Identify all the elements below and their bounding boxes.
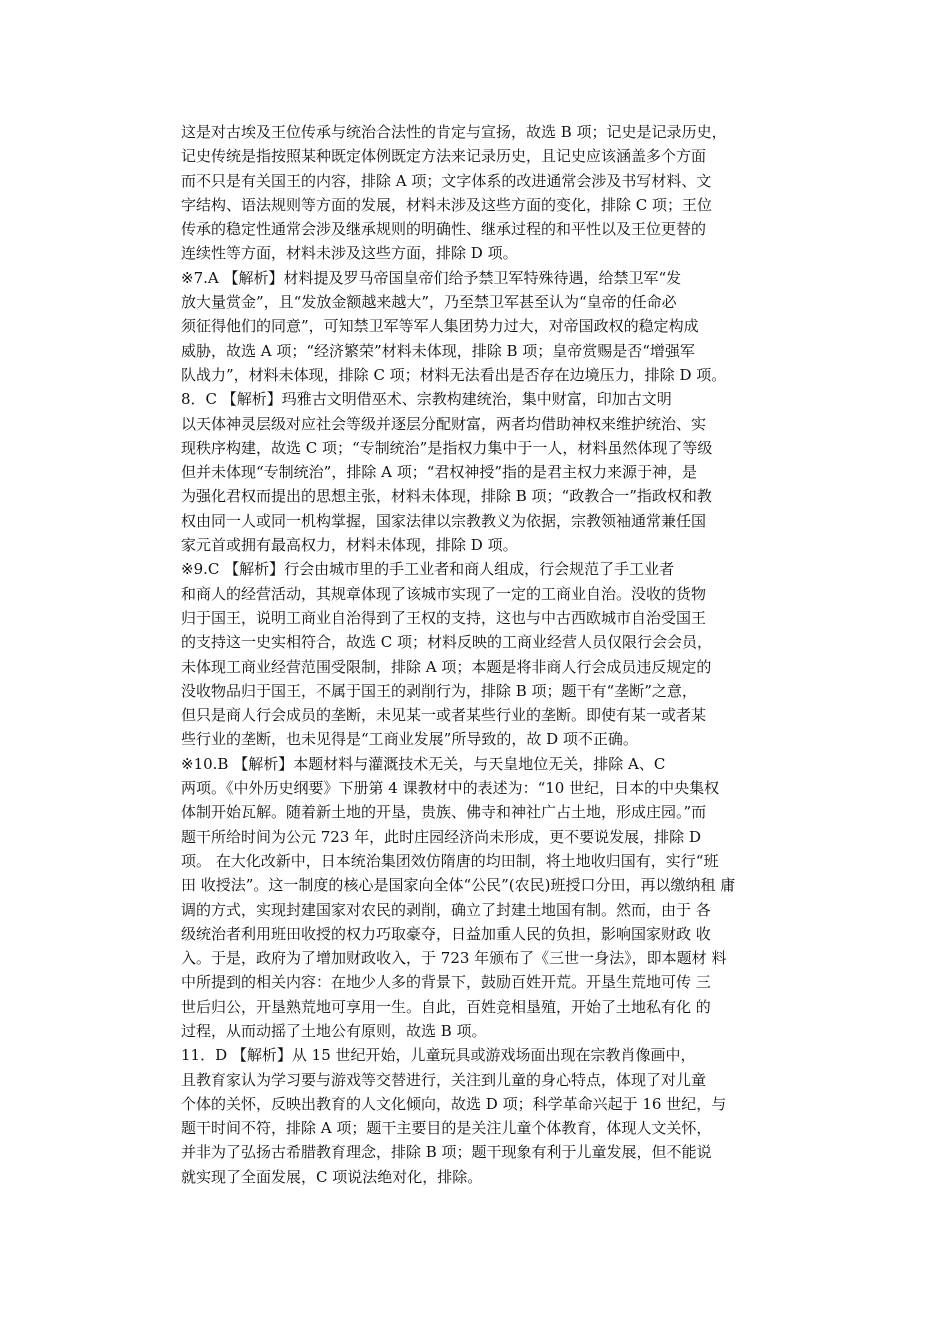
answer-explanation-text bbox=[181, 120, 781, 1189]
text-line: 家元首或拥有最高权力，材料未体现，排除 D 项。 bbox=[181, 536, 518, 555]
text-line: ※7.A 【解析】材料提及罗马帝国皇帝们给予禁卫军特殊待遇，给禁卫军“发 bbox=[181, 268, 682, 287]
text-line: 队战力”，材料未体现，排除 C 项；材料无法看出是否存在边境压力，排除 D 项。 bbox=[181, 365, 727, 384]
text-line: 和商人的经营活动，其规章体现了该城市实现了一定的工商业自治。没收的货物 bbox=[181, 584, 707, 603]
text-line: 题干时间不符，排除 A 项；题干主要目的是关注儿童个体教育，体现人文关怀， bbox=[181, 1119, 712, 1138]
text-line: 级统治者利用班田收授的权力巧取豪夺，日益加重人民的负担，影响国家财政 收 bbox=[181, 924, 711, 943]
text-line: 没收物品归于国王，不属于国王的剥削行为，排除 B 项；题干有“垄断”之意， bbox=[181, 681, 697, 700]
text-line: 这是对古埃及王位传承与统治合法性的肯定与宣扬，故选 B 项；记史是记录历史， bbox=[181, 123, 727, 141]
text-line: 调的方式，实现封建国家对农民的剥削，确立了封建土地国有制。然而，由于 各 bbox=[181, 900, 711, 919]
text-line: 中所提到的相关内容：在地少人多的背景下，鼓励百姓开荒。开垦生荒地可传 三 bbox=[181, 973, 711, 992]
text-line: 田 收授法”。这一制度的核心是国家向全体“公民”(农民)班授口分田，再以缴纳租 庸 bbox=[181, 876, 736, 895]
text-line: 个体的关怀，反映出教育的人文化倾向，故选 D 项；科学革命兴起于 16 世纪，与 bbox=[181, 1094, 727, 1113]
text-line: ※10.B 【解析】本题材料与灌溉技术无关，与天皇地位无关，排除 A、C bbox=[181, 754, 666, 773]
text-line: 记史传统是指按照某种既定体例既定方法来记录历史，且记史应该涵盖多个方面 bbox=[181, 147, 707, 166]
text-line: 威胁，故选 A 项；“经济繁荣”材料未体现，排除 B 项；皇帝赏赐是否“增强军 bbox=[181, 341, 695, 360]
text-line: 连续性等方面，材料未涉及这些方面，排除 D 项。 bbox=[181, 244, 518, 263]
text-line: 为强化君权而提出的思想主张，材料未体现，排除 B 项；“政教合一”指政权和教 bbox=[181, 487, 712, 506]
text-line: ※9.C 【解析】行会由城市里的手工业者和商人组成，行会规范了手工业者 bbox=[181, 560, 675, 579]
text-line: 归于国王，说明工商业自治得到了王权的支持，这也与中古西欧城市自治受国王 bbox=[181, 608, 707, 627]
text-line: 就实现了全面发展，C 项说法绝对化，排除。 bbox=[181, 1167, 483, 1186]
text-line: 但并未体现“专制统治”，排除 A 项；“君权神授”指的是君主权力来源于神，是 bbox=[181, 463, 698, 482]
text-line: 而不只是有关国王的内容，排除 A 项；文字体系的改进通常会涉及书写材料、文 bbox=[181, 171, 712, 190]
text-line: 字结构、语法规则等方面的发展，材料未涉及这些方面的变化，排除 C 项；王位 bbox=[181, 195, 713, 214]
text-line: 但只是商人行会成员的垄断，未见某一或者某些行业的垄断。即使有某一或者某 bbox=[181, 706, 707, 725]
text-line: 传承的稳定性通常会涉及继承规则的明确性、继承过程的和平性以及王位更替的 bbox=[181, 220, 707, 239]
text-line: 且教育家认为学习要与游戏等交替进行，关注到儿童的身心特点，体现了对儿童 bbox=[181, 1070, 707, 1089]
text-line: 权由同一人或同一机构掌握，国家法律以宗教教义为依据，宗教领袖通常兼任国 bbox=[181, 511, 707, 530]
text-line: 以天体神灵层级对应社会等级并逐层分配财富，两者均借助神权来维护统治、实 bbox=[181, 414, 707, 433]
text-line: 8．C 【解析】玛雅古文明借巫术、宗教构建统治，集中财富，印加古文明 bbox=[181, 390, 672, 409]
text-line: 现秩序构建，故选 C 项；“专制统治”是指权力集中于一人，材料虽然体现了等级 bbox=[181, 438, 713, 457]
text-line: 未体现工商业经营范围受限制，排除 A 项；本题是将非商人行会成员违反规定的 bbox=[181, 657, 712, 676]
text-line: 的支持这一史实相符合，故选 C 项；材料反映的工商业经营人员仅限行会会员， bbox=[181, 633, 713, 652]
text-line: 世后归公，开垦熟荒地可享用一生。自此，百姓竞相垦殖，开始了土地私有化 的 bbox=[181, 997, 711, 1016]
text-line: 放大量赏金”，且“发放金额越来越大”，乃至禁卫军甚至认为“皇帝的任命必 bbox=[181, 293, 677, 312]
text-line: 两项。《中外历史纲要》下册第 4 课教材中的表述为：“10 世纪，日本的中央集权 bbox=[181, 779, 720, 798]
text-line: 11．D 【解析】从 15 世纪开始，儿童玩具或游戏场面出现在宗教肖像画中， bbox=[181, 1046, 696, 1065]
text-line: 体制开始瓦解。随着新土地的开垦，贵族、佛寺和神社广占土地，形成庄园。”而 bbox=[181, 803, 707, 822]
text-line: 题干所给时间为公元 723 年，此时庄园经济尚未形成，更不要说发展，排除 D bbox=[181, 827, 701, 846]
text-line: 并非为了弘扬古希腊教育理念，排除 B 项；题干现象有利于儿童发展，但不能说 bbox=[181, 1143, 712, 1162]
text-line: 须征得他们的同意”，可知禁卫军等军人集团势力过大，对帝国政权的稳定构成 bbox=[181, 317, 699, 336]
text-line: 过程，从而动摇了土地公有原则，故选 B 项。 bbox=[181, 1021, 487, 1040]
text-line: 些行业的垄断，也未见得是“工商业发展”所导致的，故 D 项不正确。 bbox=[181, 730, 638, 749]
text-line: 项。 在大化改新中，日本统治集团效仿隋唐的均田制，将土地收归国有，实行“班 bbox=[181, 851, 719, 870]
text-line: 入。于是，政府为了增加财政收入，于 723 年颁布了《三世一身法》，即本题材 料 bbox=[181, 949, 727, 968]
